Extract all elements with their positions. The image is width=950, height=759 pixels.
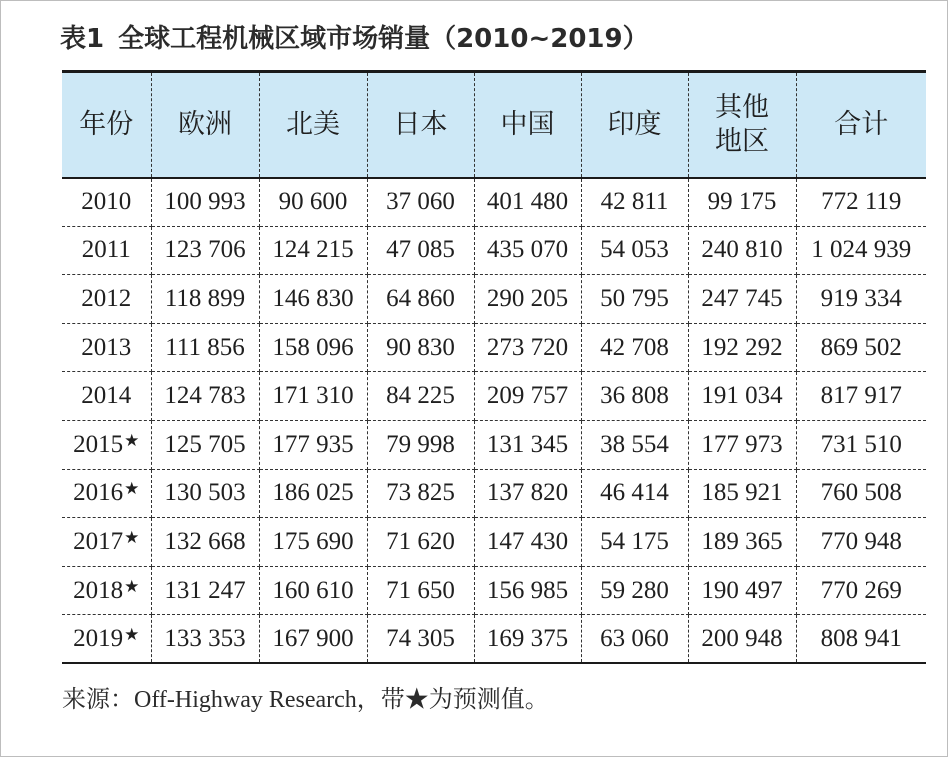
cell-north-america: 146 830 [259, 275, 367, 324]
cell-india: 54 175 [581, 518, 688, 567]
source-note: 来源：Off-Highway Research，带★为预测值。 [62, 687, 549, 713]
cell-japan: 47 085 [367, 226, 474, 275]
cell-india: 46 414 [581, 469, 688, 518]
table-row [62, 469, 926, 518]
cell-india: 36 808 [581, 372, 688, 421]
cell-total: 772 119 [796, 178, 926, 227]
table-label: 表1 [60, 24, 105, 54]
forecast-star-icon: ★ [124, 479, 140, 499]
cell-europe: 133 353 [151, 615, 259, 664]
cell-europe: 100 993 [151, 178, 259, 227]
table-row [62, 566, 926, 615]
cell-other-regions: 177 973 [688, 420, 796, 469]
year-text: 2012 [81, 284, 132, 312]
cell-total: 869 502 [796, 323, 926, 372]
header-north-america: 北美 [259, 72, 367, 178]
cell-india: 38 554 [581, 420, 688, 469]
cell-europe: 124 783 [151, 372, 259, 421]
cell-japan: 64 860 [367, 275, 474, 324]
cell-year [62, 469, 151, 518]
table-row [62, 372, 926, 421]
cell-year [62, 226, 151, 275]
year-text: 2010 [81, 188, 132, 216]
sales-table [62, 70, 926, 664]
cell-china: 209 757 [474, 372, 581, 421]
header-europe: 欧洲 [151, 72, 259, 178]
table-body [62, 178, 926, 664]
cell-india: 59 280 [581, 566, 688, 615]
cell-other-regions: 247 745 [688, 275, 796, 324]
cell-year [62, 420, 151, 469]
year-text: 2014 [81, 382, 132, 410]
cell-china: 137 820 [474, 469, 581, 518]
header-china: 中国 [474, 72, 581, 178]
cell-japan: 73 825 [367, 469, 474, 518]
cell-north-america: 177 935 [259, 420, 367, 469]
cell-europe: 118 899 [151, 275, 259, 324]
cell-total: 731 510 [796, 420, 926, 469]
cell-other-regions: 99 175 [688, 178, 796, 227]
cell-china: 290 205 [474, 275, 581, 324]
cell-europe: 132 668 [151, 518, 259, 567]
cell-north-america: 186 025 [259, 469, 367, 518]
cell-other-regions: 240 810 [688, 226, 796, 275]
table-row [62, 275, 926, 324]
header-row [62, 72, 926, 178]
cell-total: 1 024 939 [796, 226, 926, 275]
year-text: 2013 [81, 333, 132, 361]
cell-north-america: 124 215 [259, 226, 367, 275]
table-row [62, 518, 926, 567]
cell-year [62, 178, 151, 227]
cell-north-america: 160 610 [259, 566, 367, 615]
cell-europe: 130 503 [151, 469, 259, 518]
cell-other-regions: 192 292 [688, 323, 796, 372]
cell-north-america: 167 900 [259, 615, 367, 664]
table-row [62, 615, 926, 664]
year-text: 2019 [73, 624, 124, 652]
cell-india: 50 795 [581, 275, 688, 324]
cell-europe: 111 856 [151, 323, 259, 372]
cell-other-regions: 200 948 [688, 615, 796, 664]
cell-china: 156 985 [474, 566, 581, 615]
cell-total: 919 334 [796, 275, 926, 324]
cell-total: 760 508 [796, 469, 926, 518]
cell-china: 401 480 [474, 178, 581, 227]
header-japan: 日本 [367, 72, 474, 178]
cell-other-regions: 191 034 [688, 372, 796, 421]
cell-japan: 37 060 [367, 178, 474, 227]
cell-north-america: 171 310 [259, 372, 367, 421]
header-india: 印度 [581, 72, 688, 178]
table-row [62, 226, 926, 275]
forecast-star-icon: ★ [124, 624, 140, 644]
forecast-star-icon: ★ [124, 527, 140, 547]
cell-year [62, 275, 151, 324]
cell-total: 770 948 [796, 518, 926, 567]
cell-total: 817 917 [796, 372, 926, 421]
year-text: 2015 [73, 430, 124, 458]
cell-china: 147 430 [474, 518, 581, 567]
header-other-regions-text: 其他地区 [715, 91, 769, 157]
cell-india: 54 053 [581, 226, 688, 275]
cell-japan: 84 225 [367, 372, 474, 421]
table-title: 全球工程机械区域市场销量（2010~2019） [118, 24, 649, 54]
cell-china: 169 375 [474, 615, 581, 664]
cell-other-regions: 185 921 [688, 469, 796, 518]
cell-japan: 79 998 [367, 420, 474, 469]
table-caption [60, 22, 649, 56]
cell-europe: 123 706 [151, 226, 259, 275]
table-header [62, 72, 926, 178]
table-row [62, 420, 926, 469]
cell-europe: 131 247 [151, 566, 259, 615]
cell-japan: 74 305 [367, 615, 474, 664]
cell-total: 770 269 [796, 566, 926, 615]
year-text: 2018 [73, 576, 124, 604]
cell-china: 435 070 [474, 226, 581, 275]
year-text: 2016 [73, 479, 124, 507]
cell-india: 63 060 [581, 615, 688, 664]
year-text: 2011 [81, 236, 131, 264]
cell-india: 42 708 [581, 323, 688, 372]
forecast-star-icon: ★ [124, 576, 140, 596]
cell-china: 131 345 [474, 420, 581, 469]
cell-india: 42 811 [581, 178, 688, 227]
table-row [62, 323, 926, 372]
forecast-star-icon: ★ [124, 430, 140, 450]
cell-north-america: 158 096 [259, 323, 367, 372]
header-total: 合计 [796, 72, 926, 178]
cell-japan: 71 620 [367, 518, 474, 567]
header-other-regions [688, 72, 796, 178]
cell-europe: 125 705 [151, 420, 259, 469]
cell-year [62, 372, 151, 421]
cell-japan: 71 650 [367, 566, 474, 615]
cell-japan: 90 830 [367, 323, 474, 372]
cell-other-regions: 190 497 [688, 566, 796, 615]
cell-china: 273 720 [474, 323, 581, 372]
cell-other-regions: 189 365 [688, 518, 796, 567]
cell-year [62, 566, 151, 615]
year-text: 2017 [73, 527, 124, 555]
cell-north-america: 90 600 [259, 178, 367, 227]
cell-year [62, 518, 151, 567]
cell-north-america: 175 690 [259, 518, 367, 567]
cell-year [62, 615, 151, 664]
table-row [62, 178, 926, 227]
header-year: 年份 [62, 72, 151, 178]
cell-total: 808 941 [796, 615, 926, 664]
cell-year [62, 323, 151, 372]
